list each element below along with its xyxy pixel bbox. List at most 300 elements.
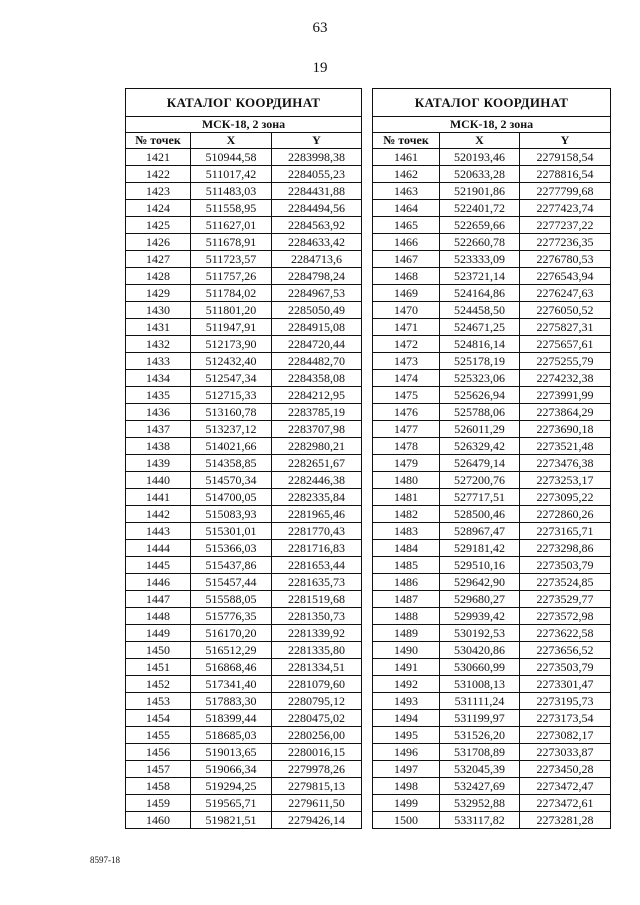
y-coordinate-cell: 2273572,98 [520, 608, 611, 625]
y-coordinate-cell: 2281653,44 [272, 557, 362, 574]
table-row [126, 557, 362, 574]
table-row [126, 472, 362, 489]
point-number-cell: 1468 [373, 268, 440, 285]
x-coordinate-cell: 529181,42 [440, 540, 520, 557]
y-coordinate-cell: 2273165,71 [520, 523, 611, 540]
x-coordinate-cell: 522660,78 [440, 234, 520, 251]
point-number-cell: 1493 [373, 693, 440, 710]
x-coordinate-cell: 530420,86 [440, 642, 520, 659]
point-number-cell: 1484 [373, 540, 440, 557]
y-coordinate-cell: 2281716,83 [272, 540, 362, 557]
point-number-cell: 1479 [373, 455, 440, 472]
table-row [373, 727, 611, 744]
table-row [373, 353, 611, 370]
table-row [126, 421, 362, 438]
point-number-cell: 1488 [373, 608, 440, 625]
x-coordinate-cell: 524458,50 [440, 302, 520, 319]
table-row [126, 319, 362, 336]
table-row [373, 336, 611, 353]
page-number: 63 [312, 20, 328, 36]
table-row [126, 727, 362, 744]
point-number-cell: 1495 [373, 727, 440, 744]
y-coordinate-cell: 2273095,22 [520, 489, 611, 506]
x-coordinate-cell: 533117,82 [440, 812, 520, 829]
point-number-cell: 1482 [373, 506, 440, 523]
point-number-cell: 1433 [126, 353, 191, 370]
x-coordinate-cell: 516868,46 [191, 659, 272, 676]
table-row [126, 744, 362, 761]
point-number-cell: 1423 [126, 183, 191, 200]
y-coordinate-cell: 2273033,87 [520, 744, 611, 761]
point-number-cell: 1465 [373, 217, 440, 234]
point-number-cell: 1467 [373, 251, 440, 268]
column-header-x: X [191, 133, 272, 149]
y-coordinate-cell: 2284720,44 [272, 336, 362, 353]
point-number-cell: 1459 [126, 795, 191, 812]
point-number-cell: 1478 [373, 438, 440, 455]
table-title: КАТАЛОГ КООРДИНАТ [126, 89, 362, 117]
y-coordinate-cell: 2284713,6 [272, 251, 362, 268]
y-coordinate-cell: 2281635,73 [272, 574, 362, 591]
table-row [126, 285, 362, 302]
x-coordinate-cell: 511757,26 [191, 268, 272, 285]
point-number-cell: 1469 [373, 285, 440, 302]
x-coordinate-cell: 515588,05 [191, 591, 272, 608]
point-number-cell: 1444 [126, 540, 191, 557]
x-coordinate-cell: 532045,39 [440, 761, 520, 778]
table-row [373, 472, 611, 489]
x-coordinate-cell: 529680,27 [440, 591, 520, 608]
x-coordinate-cell: 515366,03 [191, 540, 272, 557]
x-coordinate-cell: 518399,44 [191, 710, 272, 727]
table-row [126, 591, 362, 608]
point-number-cell: 1466 [373, 234, 440, 251]
y-coordinate-cell: 2276050,52 [520, 302, 611, 319]
x-coordinate-cell: 520193,46 [440, 149, 520, 166]
y-coordinate-cell: 2284431,88 [272, 183, 362, 200]
x-coordinate-cell: 521901,86 [440, 183, 520, 200]
y-coordinate-cell: 2277799,68 [520, 183, 611, 200]
x-coordinate-cell: 510944,58 [191, 149, 272, 166]
x-coordinate-cell: 531111,24 [440, 693, 520, 710]
point-number-cell: 1428 [126, 268, 191, 285]
x-coordinate-cell: 524164,86 [440, 285, 520, 302]
y-coordinate-cell: 2282335,84 [272, 489, 362, 506]
point-number-cell: 1480 [373, 472, 440, 489]
table-row [373, 200, 611, 217]
x-coordinate-cell: 514021,66 [191, 438, 272, 455]
y-coordinate-cell: 2273472,47 [520, 778, 611, 795]
x-coordinate-cell: 515776,35 [191, 608, 272, 625]
x-coordinate-cell: 530192,53 [440, 625, 520, 642]
table-row [126, 642, 362, 659]
point-number-cell: 1460 [126, 812, 191, 829]
y-coordinate-cell: 2281770,43 [272, 523, 362, 540]
y-coordinate-cell: 2273298,86 [520, 540, 611, 557]
table-row [373, 574, 611, 591]
y-coordinate-cell: 2277423,74 [520, 200, 611, 217]
point-number-cell: 1497 [373, 761, 440, 778]
x-coordinate-cell: 515457,44 [191, 574, 272, 591]
table-row [126, 455, 362, 472]
y-coordinate-cell: 2283785,19 [272, 404, 362, 421]
point-number-cell: 1481 [373, 489, 440, 506]
point-number-cell: 1500 [373, 812, 440, 829]
table-row [373, 217, 611, 234]
point-number-cell: 1434 [126, 370, 191, 387]
y-coordinate-cell: 2273301,47 [520, 676, 611, 693]
table-row [126, 693, 362, 710]
x-coordinate-cell: 519066,34 [191, 761, 272, 778]
table-row [373, 370, 611, 387]
table-row [373, 812, 611, 829]
table-row [126, 795, 362, 812]
point-number-cell: 1424 [126, 200, 191, 217]
table-row [126, 761, 362, 778]
table-row [126, 353, 362, 370]
table-row [373, 438, 611, 455]
x-coordinate-cell: 517883,30 [191, 693, 272, 710]
point-number-cell: 1432 [126, 336, 191, 353]
x-coordinate-cell: 514358,85 [191, 455, 272, 472]
table-row [126, 676, 362, 693]
table-row [126, 370, 362, 387]
point-number-cell: 1492 [373, 676, 440, 693]
point-number-cell: 1498 [373, 778, 440, 795]
x-coordinate-cell: 516512,29 [191, 642, 272, 659]
table-row [126, 387, 362, 404]
point-number-cell: 1441 [126, 489, 191, 506]
y-coordinate-cell: 2280475,02 [272, 710, 362, 727]
coordinate-catalog-table-right [372, 88, 611, 829]
point-number-cell: 1453 [126, 693, 191, 710]
x-coordinate-cell: 531526,20 [440, 727, 520, 744]
point-number-cell: 1462 [373, 166, 440, 183]
x-coordinate-cell: 513160,78 [191, 404, 272, 421]
table-row [373, 234, 611, 251]
point-number-cell: 1443 [126, 523, 191, 540]
x-coordinate-cell: 519821,51 [191, 812, 272, 829]
x-coordinate-cell: 524671,25 [440, 319, 520, 336]
point-number-cell: 1487 [373, 591, 440, 608]
point-number-cell: 1437 [126, 421, 191, 438]
y-coordinate-cell: 2273656,52 [520, 642, 611, 659]
point-number-cell: 1447 [126, 591, 191, 608]
x-coordinate-cell: 519294,25 [191, 778, 272, 795]
x-coordinate-cell: 511483,03 [191, 183, 272, 200]
table-row [373, 149, 611, 166]
x-coordinate-cell: 517341,40 [191, 676, 272, 693]
table-row [373, 285, 611, 302]
y-coordinate-cell: 2284358,08 [272, 370, 362, 387]
point-number-cell: 1472 [373, 336, 440, 353]
table-row [126, 540, 362, 557]
x-coordinate-cell: 524816,14 [440, 336, 520, 353]
y-coordinate-cell: 2284494,56 [272, 200, 362, 217]
x-coordinate-cell: 519013,65 [191, 744, 272, 761]
y-coordinate-cell: 2273173,54 [520, 710, 611, 727]
table-row [373, 421, 611, 438]
point-number-cell: 1448 [126, 608, 191, 625]
table-subtitle: МСК-18, 2 зона [373, 117, 611, 133]
y-coordinate-cell: 2284967,53 [272, 285, 362, 302]
point-number-cell: 1477 [373, 421, 440, 438]
table-row [126, 336, 362, 353]
point-number-cell: 1496 [373, 744, 440, 761]
y-coordinate-cell: 2281519,68 [272, 591, 362, 608]
x-coordinate-cell: 531199,97 [440, 710, 520, 727]
point-number-cell: 1490 [373, 642, 440, 659]
table-row [373, 183, 611, 200]
x-coordinate-cell: 516170,20 [191, 625, 272, 642]
point-number-cell: 1451 [126, 659, 191, 676]
point-number-cell: 1446 [126, 574, 191, 591]
point-number-cell: 1461 [373, 149, 440, 166]
x-coordinate-cell: 518685,03 [191, 727, 272, 744]
y-coordinate-cell: 2272860,26 [520, 506, 611, 523]
y-coordinate-cell: 2283707,98 [272, 421, 362, 438]
y-coordinate-cell: 2273524,85 [520, 574, 611, 591]
x-coordinate-cell: 526329,42 [440, 438, 520, 455]
y-coordinate-cell: 2284563,92 [272, 217, 362, 234]
x-coordinate-cell: 515437,86 [191, 557, 272, 574]
x-coordinate-cell: 525178,19 [440, 353, 520, 370]
point-number-cell: 1470 [373, 302, 440, 319]
point-number-cell: 1474 [373, 370, 440, 387]
y-coordinate-cell: 2273622,58 [520, 625, 611, 642]
table-row [126, 489, 362, 506]
point-number-cell: 1430 [126, 302, 191, 319]
y-coordinate-cell: 2281335,80 [272, 642, 362, 659]
y-coordinate-cell: 2273253,17 [520, 472, 611, 489]
table-row [126, 608, 362, 625]
x-coordinate-cell: 530660,99 [440, 659, 520, 676]
x-coordinate-cell: 528500,46 [440, 506, 520, 523]
point-number-cell: 1431 [126, 319, 191, 336]
x-coordinate-cell: 511627,01 [191, 217, 272, 234]
y-coordinate-cell: 2277237,22 [520, 217, 611, 234]
point-number-cell: 1425 [126, 217, 191, 234]
y-coordinate-cell: 2273690,18 [520, 421, 611, 438]
column-header-x: X [440, 133, 520, 149]
point-number-cell: 1485 [373, 557, 440, 574]
point-number-cell: 1426 [126, 234, 191, 251]
y-coordinate-cell: 2279158,54 [520, 149, 611, 166]
table-row [373, 693, 611, 710]
document-code: 8597-18 [90, 855, 120, 865]
table-row [373, 166, 611, 183]
table-row [373, 302, 611, 319]
point-number-cell: 1476 [373, 404, 440, 421]
point-number-cell: 1435 [126, 387, 191, 404]
y-coordinate-cell: 2273281,28 [520, 812, 611, 829]
point-number-cell: 1494 [373, 710, 440, 727]
y-coordinate-cell: 2280016,15 [272, 744, 362, 761]
table-row [126, 778, 362, 795]
point-number-cell: 1440 [126, 472, 191, 489]
point-number-cell: 1457 [126, 761, 191, 778]
x-coordinate-cell: 511723,57 [191, 251, 272, 268]
y-coordinate-cell: 2276247,63 [520, 285, 611, 302]
column-header-point-number: № точек [373, 133, 440, 149]
point-number-cell: 1499 [373, 795, 440, 812]
y-coordinate-cell: 2285050,49 [272, 302, 362, 319]
point-number-cell: 1450 [126, 642, 191, 659]
x-coordinate-cell: 528967,47 [440, 523, 520, 540]
table-row [373, 455, 611, 472]
table-row [373, 489, 611, 506]
table-row [373, 404, 611, 421]
x-coordinate-cell: 522659,66 [440, 217, 520, 234]
table-row [126, 625, 362, 642]
point-number-cell: 1489 [373, 625, 440, 642]
point-number-cell: 1475 [373, 387, 440, 404]
y-coordinate-cell: 2280256,00 [272, 727, 362, 744]
x-coordinate-cell: 529642,90 [440, 574, 520, 591]
y-coordinate-cell: 2284055,23 [272, 166, 362, 183]
y-coordinate-cell: 2276780,53 [520, 251, 611, 268]
x-coordinate-cell: 532952,88 [440, 795, 520, 812]
y-coordinate-cell: 2281339,92 [272, 625, 362, 642]
table-row [126, 149, 362, 166]
y-coordinate-cell: 2273503,79 [520, 557, 611, 574]
x-coordinate-cell: 511947,91 [191, 319, 272, 336]
y-coordinate-cell: 2282651,67 [272, 455, 362, 472]
column-header-y: Y [272, 133, 362, 149]
x-coordinate-cell: 527717,51 [440, 489, 520, 506]
x-coordinate-cell: 514700,05 [191, 489, 272, 506]
y-coordinate-cell: 2273864,29 [520, 404, 611, 421]
point-number-cell: 1464 [373, 200, 440, 217]
y-coordinate-cell: 2273476,38 [520, 455, 611, 472]
table-row [126, 710, 362, 727]
x-coordinate-cell: 523721,14 [440, 268, 520, 285]
point-number-cell: 1445 [126, 557, 191, 574]
y-coordinate-cell: 2275827,31 [520, 319, 611, 336]
table-row [126, 574, 362, 591]
point-number-cell: 1463 [373, 183, 440, 200]
x-coordinate-cell: 511558,95 [191, 200, 272, 217]
x-coordinate-cell: 531008,13 [440, 676, 520, 693]
x-coordinate-cell: 526479,14 [440, 455, 520, 472]
x-coordinate-cell: 523333,09 [440, 251, 520, 268]
point-number-cell: 1439 [126, 455, 191, 472]
table-row [373, 744, 611, 761]
table-row [126, 812, 362, 829]
point-number-cell: 1449 [126, 625, 191, 642]
table-row [126, 506, 362, 523]
table-row [373, 268, 611, 285]
table-row [126, 200, 362, 217]
x-coordinate-cell: 520633,28 [440, 166, 520, 183]
point-number-cell: 1436 [126, 404, 191, 421]
x-coordinate-cell: 514570,34 [191, 472, 272, 489]
point-number-cell: 1491 [373, 659, 440, 676]
y-coordinate-cell: 2279815,13 [272, 778, 362, 795]
point-number-cell: 1429 [126, 285, 191, 302]
x-coordinate-cell: 511678,91 [191, 234, 272, 251]
x-coordinate-cell: 511784,02 [191, 285, 272, 302]
point-number-cell: 1483 [373, 523, 440, 540]
y-coordinate-cell: 2280795,12 [272, 693, 362, 710]
point-number-cell: 1456 [126, 744, 191, 761]
table-row [126, 302, 362, 319]
y-coordinate-cell: 2282446,38 [272, 472, 362, 489]
table-row [126, 659, 362, 676]
table-title: КАТАЛОГ КООРДИНАТ [373, 89, 611, 117]
table-row [373, 676, 611, 693]
table-row [373, 387, 611, 404]
table-row [373, 642, 611, 659]
y-coordinate-cell: 2273472,61 [520, 795, 611, 812]
table-row [373, 778, 611, 795]
y-coordinate-cell: 2273450,28 [520, 761, 611, 778]
table-row [126, 234, 362, 251]
y-coordinate-cell: 2273195,73 [520, 693, 611, 710]
y-coordinate-cell: 2281350,73 [272, 608, 362, 625]
y-coordinate-cell: 2276543,94 [520, 268, 611, 285]
table-row [373, 795, 611, 812]
table-row [373, 319, 611, 336]
y-coordinate-cell: 2273529,77 [520, 591, 611, 608]
table-row [126, 166, 362, 183]
point-number-cell: 1455 [126, 727, 191, 744]
y-coordinate-cell: 2284212,95 [272, 387, 362, 404]
x-coordinate-cell: 513237,12 [191, 421, 272, 438]
sub-page-number: 19 [312, 60, 328, 76]
table-row [373, 251, 611, 268]
y-coordinate-cell: 2284915,08 [272, 319, 362, 336]
table-row [373, 608, 611, 625]
point-number-cell: 1421 [126, 149, 191, 166]
table-row [373, 506, 611, 523]
table-row [126, 404, 362, 421]
table-row [373, 761, 611, 778]
y-coordinate-cell: 2277236,35 [520, 234, 611, 251]
y-coordinate-cell: 2273521,48 [520, 438, 611, 455]
table-row [126, 251, 362, 268]
y-coordinate-cell: 2283998,38 [272, 149, 362, 166]
x-coordinate-cell: 525323,06 [440, 370, 520, 387]
point-number-cell: 1454 [126, 710, 191, 727]
table-row [373, 557, 611, 574]
point-number-cell: 1452 [126, 676, 191, 693]
y-coordinate-cell: 2273082,17 [520, 727, 611, 744]
point-number-cell: 1442 [126, 506, 191, 523]
x-coordinate-cell: 529510,16 [440, 557, 520, 574]
y-coordinate-cell: 2278816,54 [520, 166, 611, 183]
point-number-cell: 1486 [373, 574, 440, 591]
coordinate-catalog-table-left [125, 88, 362, 829]
y-coordinate-cell: 2281965,46 [272, 506, 362, 523]
x-coordinate-cell: 525788,06 [440, 404, 520, 421]
table-row [373, 625, 611, 642]
y-coordinate-cell: 2281079,60 [272, 676, 362, 693]
x-coordinate-cell: 519565,71 [191, 795, 272, 812]
y-coordinate-cell: 2279611,50 [272, 795, 362, 812]
y-coordinate-cell: 2284633,42 [272, 234, 362, 251]
table-subtitle: МСК-18, 2 зона [126, 117, 362, 133]
point-number-cell: 1458 [126, 778, 191, 795]
x-coordinate-cell: 512432,40 [191, 353, 272, 370]
x-coordinate-cell: 527200,76 [440, 472, 520, 489]
x-coordinate-cell: 515083,93 [191, 506, 272, 523]
table-row [373, 659, 611, 676]
x-coordinate-cell: 529939,42 [440, 608, 520, 625]
x-coordinate-cell: 532427,69 [440, 778, 520, 795]
x-coordinate-cell: 525626,94 [440, 387, 520, 404]
x-coordinate-cell: 515301,01 [191, 523, 272, 540]
